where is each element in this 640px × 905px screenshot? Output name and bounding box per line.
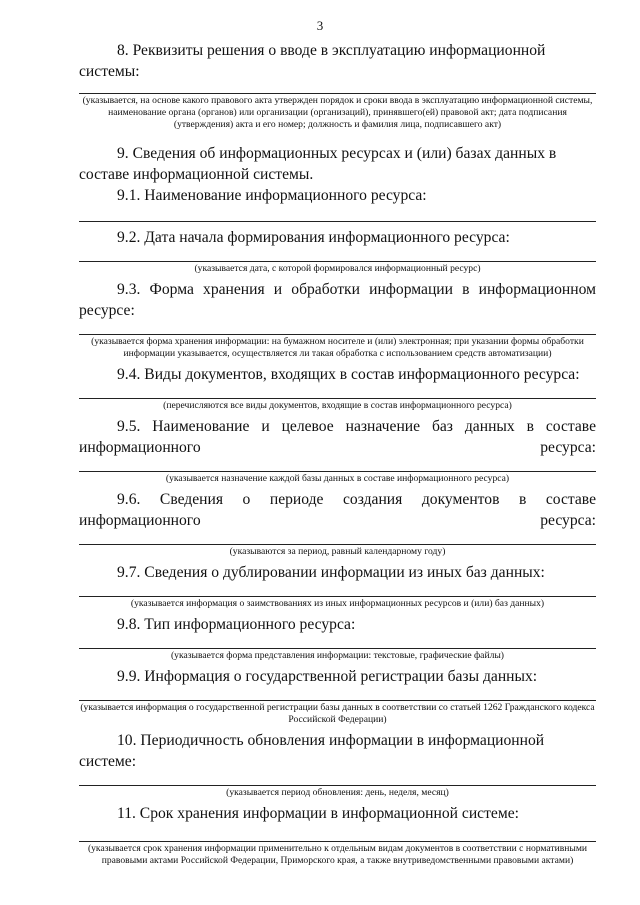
- form-content: [79, 40, 596, 871]
- section-10-note: (указывается период обновления: день, неделя, месяц): [226, 787, 449, 798]
- section-10-heading: 10. Периодичность обновления информации в информационной системе:: [79, 732, 545, 770]
- section-9-9-heading: 9.9. Информация о государственной регистрации базы данных:: [117, 668, 538, 685]
- section-9-7-heading: 9.7. Сведения о дублировании информации из иных баз данных:: [117, 564, 545, 581]
- section-8-fill-line[interactable]: [79, 93, 596, 94]
- section-9-4-note: (перечисляются все виды документов, входящие в состав информационного ресурса): [163, 400, 512, 411]
- section-9-1-fill-line[interactable]: [79, 221, 596, 222]
- section-9-2-fill-line[interactable]: [79, 261, 596, 262]
- section-9-3-fill-line[interactable]: [79, 334, 596, 335]
- section-9-2-heading: 9.2. Дата начала формирования информационного ресурса:: [117, 229, 510, 246]
- section-9-7-note: (указывается информация о заимствованиях из иных информационных ресурсов и (или) баз данных): [130, 598, 545, 609]
- section-9-6-fill-line[interactable]: [79, 544, 596, 545]
- section-9-3-note: (указывается форма хранения информации: на бумажном носителе и (или) электронная; при указании формы обработки информации указывается, осуществляется ли такая обработка с использованием средств автоматизации): [91, 336, 584, 359]
- section-9-4-heading: 9.4. Виды документов, входящих в состав информационного ресурса:: [117, 366, 580, 383]
- section-9-6-note: (указываются за период, равный календарному году): [229, 546, 446, 557]
- page-number: 3: [316, 18, 324, 33]
- section-9-heading: 9. Сведения об информационных ресурсах и (или) базах данных в составе информационной системы.: [79, 145, 557, 183]
- section-9-5-note: (указывается назначение каждой базы данных в составе информационного ресурса): [165, 473, 510, 484]
- section-9-5-fill-line[interactable]: [79, 471, 596, 472]
- section-10-fill-line[interactable]: [79, 785, 596, 786]
- section-9-9-fill-line[interactable]: [79, 700, 596, 701]
- section-9-8-heading: 9.8. Тип информационного ресурса:: [117, 616, 356, 633]
- section-11-fill-line[interactable]: [79, 841, 596, 842]
- section-9-2-note: (указывается дата, с которой формировался информационный ресурс): [194, 263, 481, 274]
- section-9-9-note: (указывается информация о государственной регистрации базы данных в соответствии со статьей 1262 Гражданского кодекса Российской Федерации): [80, 702, 595, 725]
- section-9-8-note: (указывается форма представления информации: текстовые, графические файлы): [170, 650, 505, 661]
- section-9-6-heading: 9.6. Сведения о периоде создания документов в составе информационного ресурса:: [79, 491, 596, 529]
- section-9-1-heading: 9.1. Наименование информационного ресурса:: [117, 187, 427, 204]
- section-11-heading: 11. Срок хранения информации в информационной системе:: [117, 805, 519, 822]
- section-9-4-fill-line[interactable]: [79, 398, 596, 399]
- section-9-8-fill-line[interactable]: [79, 648, 596, 649]
- section-9-5-heading: 9.5. Наименование и целевое назначение баз данных в составе информационного ресурса:: [79, 418, 596, 456]
- section-11-note: (указывается срок хранения информации применительно к отдельным видам документов в соответствии с нормативными правовыми актами Российской Федерации, Приморского края, а также внутриведомственными правовыми актами): [87, 843, 588, 866]
- section-8-note: (указывается, на основе какого правового акта утвержден порядок и сроки ввода в эксплуатацию информационной системы, наименование органа (органов) или организации (организаций), принявшего(ей) правовой акт; дата подписания (утверждения) акта и его номер; должность и фамилия лица, подписавшего акт): [82, 95, 593, 130]
- section-9-7-fill-line[interactable]: [79, 596, 596, 597]
- section-8-heading: 8. Реквизиты решения о вводе в эксплуатацию информационной системы:: [79, 42, 546, 80]
- section-9-3-heading: 9.3. Форма хранения и обработки информации в информационном ресурсе:: [79, 281, 596, 319]
